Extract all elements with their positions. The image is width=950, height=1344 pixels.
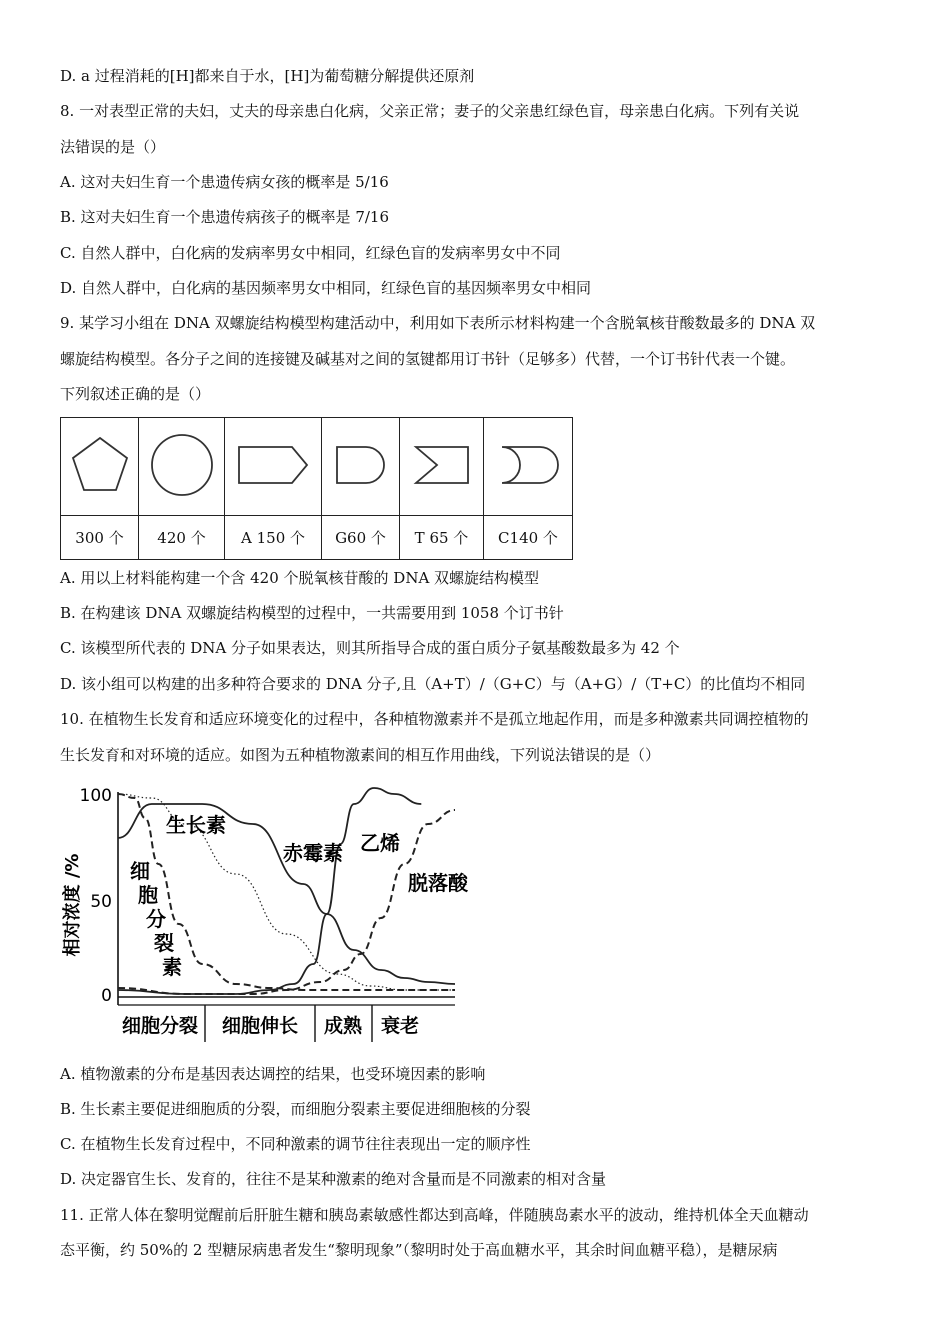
text-line: 螺旋结构模型。各分子之间的连接键及碱基对之间的氢键都用订书针（足够多）代替，一个订书针代表一个键。: [60, 350, 796, 368]
text-line: 态平衡，约 50%的 2 型糖尿病患者发生“黎明现象”（黎明时处于高血糖水平，其余时间血糖平稳），是糖尿病: [60, 1241, 778, 1259]
y-tick-label: 0: [101, 986, 112, 1006]
cytokinin-label-char: 分: [146, 907, 166, 931]
option-d: D. 该小组可以构建的出多种符合要求的 DNA 分子,且（A+T）/（G+C）与（A+G）/（T+C）的比值均不相同: [60, 675, 806, 693]
pentagon-cell: [61, 418, 139, 516]
text-line: 生长发育和对环境的适应。如图为五种植物激素间的相互作用曲线，下列说法错误的是（）: [60, 746, 661, 764]
arrow-pentagon-icon: [236, 443, 310, 487]
count-cell: C140 个: [484, 516, 573, 560]
option-d: D. 自然人群中，白化病的基因频率男女中相同，红绿色盲的基因频率男女中相同: [60, 279, 592, 297]
series-label-ethylene: 乙烯: [360, 831, 400, 855]
option-a: A. 这对夫妇生育一个患遗传病女孩的概率是 5/16: [60, 173, 389, 191]
option-c: C. 该模型所代表的 DNA 分子如果表达，则其所指导合成的蛋白质分子氨基酸数最多为 42 个: [60, 639, 680, 657]
text-line: D. a 过程消耗的[H]都来自于水，[H]为葡萄糖分解提供还原剂: [60, 67, 475, 85]
circle-icon: [147, 430, 217, 500]
count-cell: G60 个: [322, 516, 400, 560]
circle-cell: [139, 418, 225, 516]
option-a: A. 植物激素的分布是基因表达调控的结果，也受环境因素的影响: [60, 1065, 486, 1083]
stage-label: 细胞伸长: [221, 1015, 299, 1037]
option-c: C. 自然人群中，白化病的发病率男女中相同，红绿色盲的发病率男女中不同: [60, 244, 561, 262]
cytokinin-label-char: 胞: [138, 883, 158, 907]
cytokinin-label-char: 裂: [154, 931, 174, 955]
series-label-abscisic-acid: 脱落酸: [408, 871, 468, 895]
question-8-stem: 8. 一对表型正常的夫妇，丈夫的母亲患白化病，父亲正常；妻子的父亲患红绿色盲，母亲患白化病。下列有关说: [60, 102, 800, 120]
hormone-chart: [60, 780, 480, 1045]
option-b: B. 生长素主要促进细胞质的分裂，而细胞分裂素主要促进细胞核的分裂: [60, 1100, 531, 1118]
d-shape-cell: [322, 418, 400, 516]
question-11-stem: 11. 正常人体在黎明觉醒前后肝脏生糖和胰岛素敏感性都达到高峰，伴随胰岛素水平的波动，维持机体全天血糖动: [60, 1206, 809, 1224]
count-cell: 420 个: [139, 516, 225, 560]
c-shape-icon: [496, 443, 560, 487]
count-cell: 300 个: [61, 516, 139, 560]
d-shape-icon: [334, 443, 388, 487]
text-line: 法错误的是（）: [60, 138, 166, 156]
c-shape-cell: [484, 418, 573, 516]
count-cell: A 150 个: [225, 516, 322, 560]
series-label-gibberellin: 赤霉素: [283, 841, 343, 865]
option-b: B. 在构建该 DNA 双螺旋结构模型的过程中，一共需要用到 1058 个订书针: [60, 604, 564, 622]
question-9-stem: 9. 某学习小组在 DNA 双螺旋结构模型构建活动中，利用如下表所示材料构建一个含脱氧核苷酸数最多的 DNA 双: [60, 314, 816, 332]
option-c: C. 在植物生长发育过程中，不同种激素的调节往往表现出一定的顺序性: [60, 1135, 531, 1153]
stage-label: 衰老: [380, 1015, 420, 1037]
pentagon-icon: [67, 432, 133, 498]
series-label-auxin: 生长素: [166, 813, 226, 837]
y-tick-label: 100: [79, 786, 112, 806]
arrow-pentagon-cell: [225, 418, 322, 516]
stage-label: 成熟: [323, 1015, 363, 1037]
cytokinin-label-char: 细: [130, 859, 150, 883]
y-tick-label: 50: [90, 892, 112, 912]
option-d: D. 决定器官生长、发育的，往往不是某种激素的绝对含量而是不同激素的相对含量: [60, 1170, 607, 1188]
stage-label: 细胞分裂: [121, 1015, 199, 1037]
cytokinin-label-char: 素: [162, 955, 182, 979]
question-10-stem: 10. 在植物生长发育和适应环境变化的过程中，各种植物激素并不是孤立地起作用，而是多种激素共同调控植物的: [60, 710, 809, 728]
text-line: 下列叙述正确的是（）: [60, 385, 211, 403]
notch-rect-icon: [413, 443, 471, 487]
option-b: B. 这对夫妇生育一个患遗传病孩子的概率是 7/16: [60, 208, 390, 226]
y-axis-label: 相对浓度 /%: [62, 853, 83, 957]
materials-table: [60, 417, 573, 560]
notch-rect-cell: [400, 418, 484, 516]
count-cell: T 65 个: [400, 516, 484, 560]
option-a: A. 用以上材料能构建一个含 420 个脱氧核苷酸的 DNA 双螺旋结构模型: [60, 569, 540, 587]
